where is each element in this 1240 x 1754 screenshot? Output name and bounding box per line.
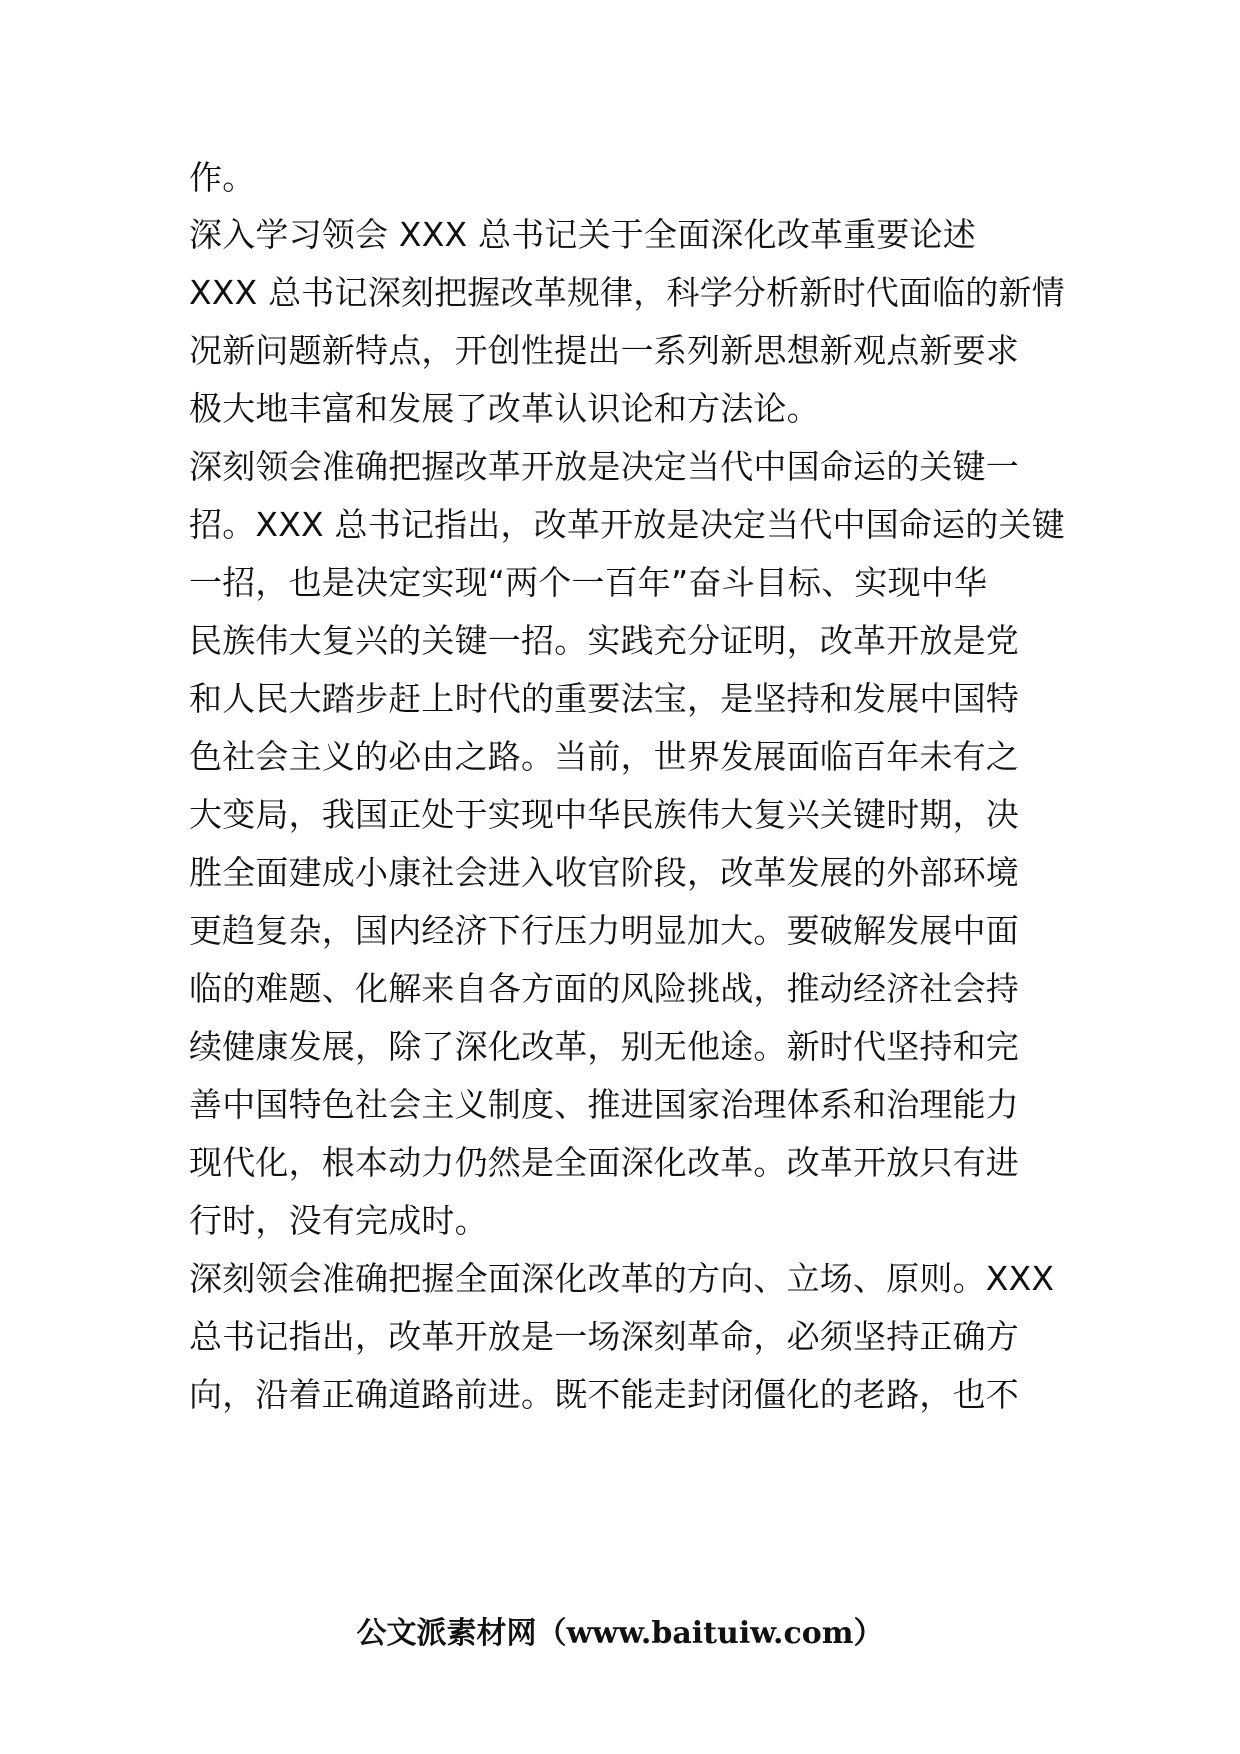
text-line: 总书记指出，改革开放是一场深刻革命，必须坚持正确方 xyxy=(189,1317,1019,1356)
text-line: 胜全面建成小康社会进入收官阶段，改革发展的外部环境 xyxy=(189,853,1019,892)
text-line: 深刻领会准确把握改革开放是决定当代中国命运的关键一 xyxy=(189,447,1019,486)
text-line: 作。 xyxy=(189,158,256,197)
text-line: 大变局，我国正处于实现中华民族伟大复兴关键时期，决 xyxy=(189,795,1019,834)
text-line: 和人民大踏步赶上时代的重要法宝，是坚持和发展中国特 xyxy=(189,679,1019,718)
text-line: 招。XXX 总书记指出，改革开放是决定当代中国命运的关键 xyxy=(189,505,1065,544)
footer-watermark: 公文派素材网（www.baituiw.com） xyxy=(356,1616,884,1651)
section-heading: 深入学习领会 XXX 总书记关于全面深化改革重要论述 xyxy=(189,215,977,254)
text-line: 一招，也是决定实现“两个一百年”奋斗目标、实现中华 xyxy=(189,563,988,602)
text-line: 行时，没有完成时。 xyxy=(189,1201,488,1240)
text-line: 临的难题、化解来自各方面的风险挑战，推动经济社会持 xyxy=(189,969,1019,1008)
text-line: 深刻领会准确把握全面深化改革的方向、立场、原则。XXX xyxy=(189,1259,1055,1298)
text-line: 色社会主义的必由之路。当前，世界发展面临百年未有之 xyxy=(189,737,1019,776)
text-line: 向，沿着正确道路前进。既不能走封闭僵化的老路，也不 xyxy=(189,1375,1019,1414)
text-line: 更趋复杂，国内经济下行压力明显加大。要破解发展中面 xyxy=(189,911,1019,950)
text-line: XXX 总书记深刻把握改革规律，科学分析新时代面临的新情 xyxy=(189,273,1065,312)
text-line: 况新问题新特点，开创性提出一系列新思想新观点新要求 xyxy=(189,331,1019,370)
text-line: 民族伟大复兴的关键一招。实践充分证明，改革开放是党 xyxy=(189,621,1019,660)
text-line: 极大地丰富和发展了改革认识论和方法论。 xyxy=(189,389,820,428)
text-line: 善中国特色社会主义制度、推进国家治理体系和治理能力 xyxy=(189,1085,1019,1124)
text-line: 现代化，根本动力仍然是全面深化改革。改革开放只有进 xyxy=(189,1143,1019,1182)
text-line: 续健康发展，除了深化改革，别无他途。新时代坚持和完 xyxy=(189,1027,1019,1066)
